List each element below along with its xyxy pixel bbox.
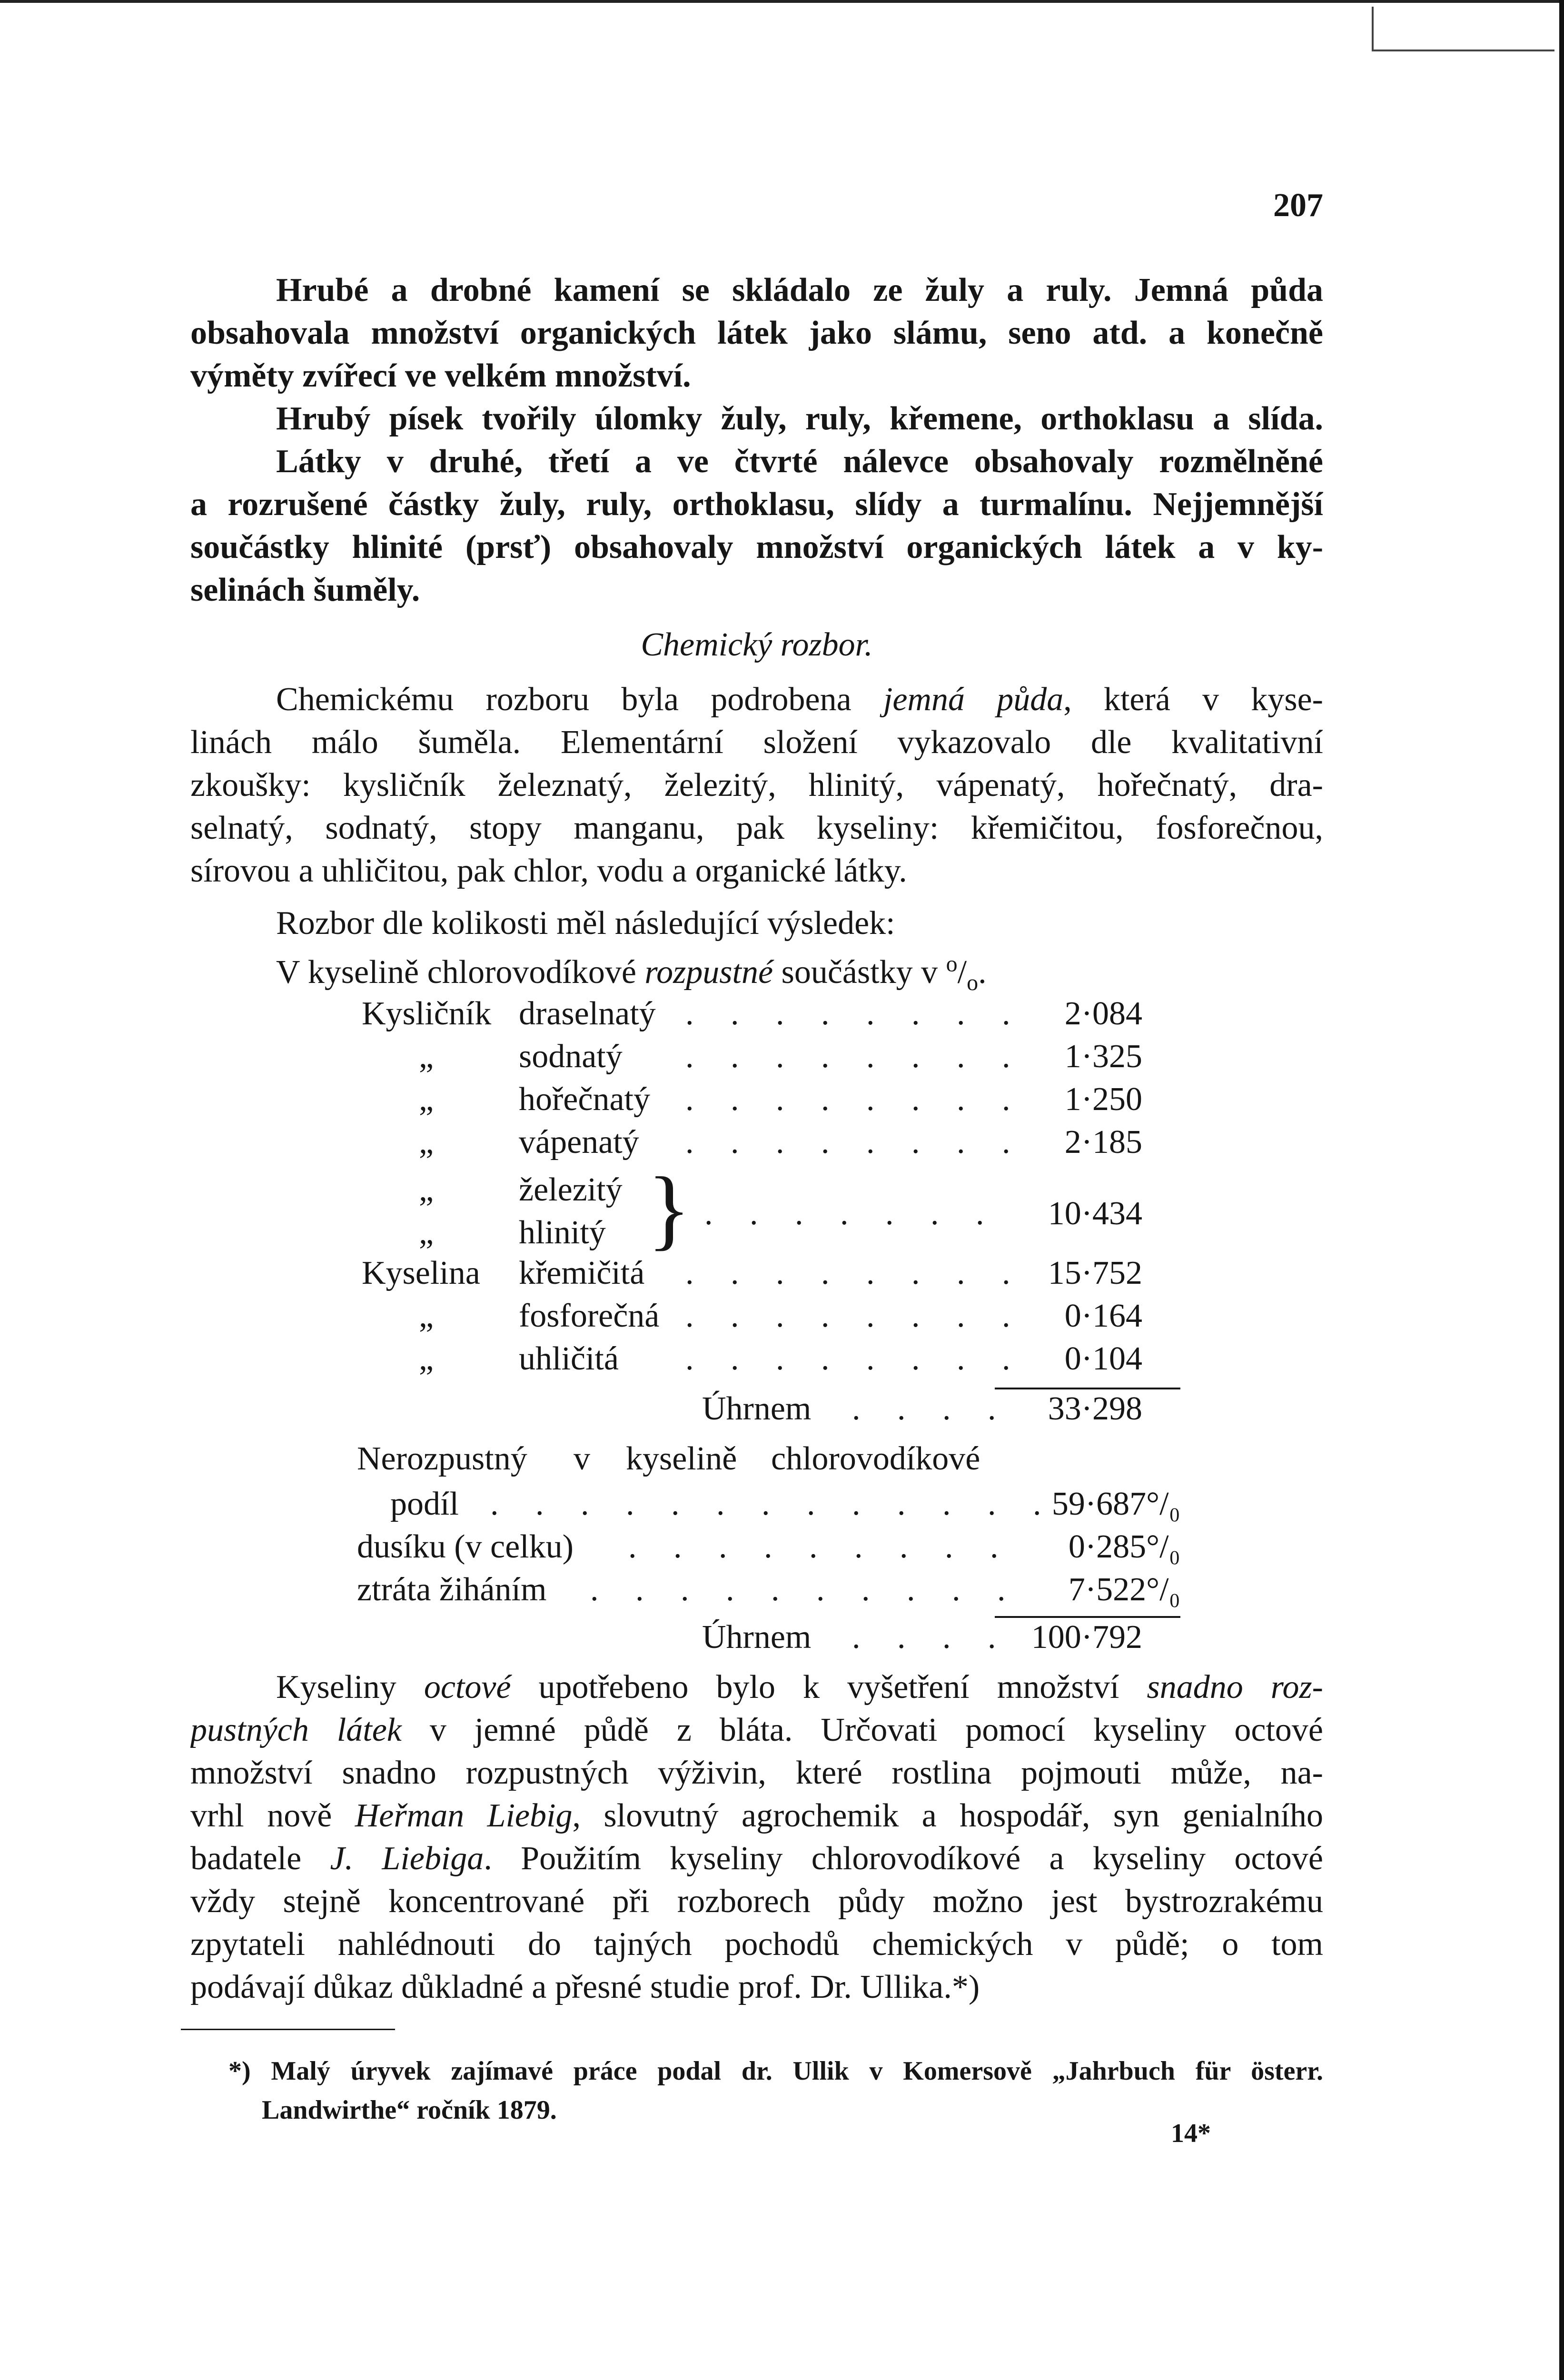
table-row-value: 0·164 xyxy=(1064,1298,1142,1334)
text-line: vždy stejně koncentrované při rozborech půdy možno jest bystrozrakému xyxy=(190,1883,1323,1920)
leader-dots: . . . . . . . . xyxy=(685,1124,1025,1160)
text-line: množství snadno rozpustných výživin, které rostlina pojmouti může, na- xyxy=(190,1755,1323,1791)
table-row-value: 1·325 xyxy=(1064,1038,1142,1075)
paragraph-5 xyxy=(190,951,1323,994)
text-line: součástky hlinité (prsť) obsahovaly množství organických látek a v ky- xyxy=(190,529,1323,565)
total-label: Úhrnem xyxy=(702,1390,812,1427)
table-row-prefix: Kysličník xyxy=(362,995,492,1032)
table-row-value: 1·250 xyxy=(1064,1081,1142,1118)
paragraph-6 xyxy=(190,1666,1323,2009)
table-row-value: 15·752 xyxy=(1048,1255,1142,1291)
table-row-value: 10·434 xyxy=(1048,1195,1142,1232)
paragraph-1 xyxy=(190,269,1323,397)
text-line: selnatý, sodnatý, stopy manganu, pak kyseliny: křemičitou, fosforečnou, xyxy=(190,810,1323,846)
scan-edge-right xyxy=(1559,0,1564,2380)
intro-word: Nerozpustný xyxy=(357,1440,527,1477)
text-line: a rozrušené částky žuly, ruly, orthoklasu, slídy a turmalínu. Nejjemnější xyxy=(190,486,1323,523)
text-line: zkoušky: kysličník železnatý, železitý, hlinitý, vápenatý, hořečnatý, dra- xyxy=(190,767,1323,803)
table-row-value: 7·522°/₀ xyxy=(1068,1571,1180,1608)
text-line: pustných látek v jemné půdě z bláta. Určovati pomocí kyseliny octové xyxy=(190,1712,1323,1748)
paragraph-4 xyxy=(190,902,1323,945)
table-row-prefix: Kyselina xyxy=(362,1255,480,1291)
brace-glyph: } xyxy=(647,1159,691,1259)
table-row-prefix: „ xyxy=(419,1214,434,1251)
table-row-prefix: „ xyxy=(419,1340,434,1377)
paragraph-3 xyxy=(190,678,1323,892)
footnote-line: *) Malý úryvek zajímavé práce podal dr. Ullik v Komersově „Jahrbuch für österr. xyxy=(228,2056,1323,2086)
page-number: 207 xyxy=(1273,187,1323,224)
table-row-value: 0·285°/₀ xyxy=(1068,1528,1180,1565)
signature-mark: 14* xyxy=(1171,2119,1211,2148)
text-line: zpytateli nahlédnouti do tajných pochodů chemických v půdě; o tom xyxy=(190,1926,1323,1963)
footnote-separator xyxy=(181,2029,395,2030)
table-row-label: podíl xyxy=(390,1486,459,1522)
text-line: Kyseliny octové upotřebeno bylo k vyšetření množství snadno roz- xyxy=(276,1669,1323,1706)
footnote-line: Landwirthe“ ročník 1879. xyxy=(262,2095,557,2125)
leader-dots: . . . . . . . . . xyxy=(628,1528,1013,1565)
leader-dots: . . . . . . . . xyxy=(685,995,1025,1032)
text-line: sírovou a uhličitou, pak chlor, vodu a organické látky. xyxy=(190,853,907,889)
table-row-prefix: „ xyxy=(419,1124,434,1160)
table-row-prefix: „ xyxy=(419,1038,434,1075)
table-row-name: sodnatý xyxy=(519,1038,623,1075)
table-row-name: uhličitá xyxy=(519,1340,619,1377)
table-row-label: ztráta žiháním xyxy=(357,1571,547,1608)
text-line: Látky v druhé, třetí a ve čtvrté nálevce obsahovaly rozmělněné xyxy=(276,443,1323,480)
text-line: podávají důkaz důkladné a přesné studie prof. Dr. Ullika.*) xyxy=(190,1969,980,2005)
leader-dots: . . . . . . . xyxy=(704,1195,999,1232)
intro-word: kyselině xyxy=(626,1440,737,1477)
leader-dots: . . . . . . . . xyxy=(685,1298,1025,1334)
paragraph-2 xyxy=(190,397,1323,612)
scan-edge-top xyxy=(0,0,1564,3)
table-row-value: 59·687°/₀ xyxy=(1051,1486,1180,1522)
table-row-name: fosforečná xyxy=(519,1298,660,1334)
table-row-name: draselnatý xyxy=(519,995,656,1032)
leader-dots: . . . . xyxy=(852,1619,1010,1656)
table-row-name: křemičitá xyxy=(519,1255,645,1291)
table-row-prefix: „ xyxy=(419,1171,434,1208)
scan-artifact xyxy=(1372,7,1554,51)
total-value: 33·298 xyxy=(1048,1390,1142,1427)
intro-word: v xyxy=(574,1440,590,1477)
footnote xyxy=(190,2052,1323,2130)
text-line: obsahovala množství organických látek jako slámu, seno atd. a konečně xyxy=(190,315,1323,351)
table-row-value: 2·084 xyxy=(1064,995,1142,1032)
text-line: Hrubý písek tvořily úlomky žuly, ruly, křemene, orthoklasu a slída. xyxy=(276,400,1323,437)
table-row-name: hlinitý xyxy=(519,1214,606,1251)
total-label: Úhrnem xyxy=(702,1619,812,1656)
leader-dots: . . . . . . . . xyxy=(685,1255,1025,1291)
leader-dots: . . . . xyxy=(852,1390,1010,1427)
total-value: 100·792 xyxy=(1031,1619,1142,1656)
table-row-prefix: „ xyxy=(419,1298,434,1334)
section-heading: Chemický rozbor. xyxy=(641,626,873,663)
table-row-name: železitý xyxy=(519,1171,623,1208)
text-line: vrhl nově Heřman Liebig, slovutný agrochemik a hospodář, syn genialního xyxy=(190,1797,1323,1834)
leader-dots: . . . . . . . . . . . . . xyxy=(490,1486,1056,1522)
table-row-name: vápenatý xyxy=(519,1124,639,1160)
table-row-label: dusíku (v celku) xyxy=(357,1528,574,1565)
text-line: badatele J. Liebiga. Použitím kyseliny chlorovodíkové a kyseliny octové xyxy=(190,1840,1323,1877)
text-line: Hrubé a drobné kamení se skládalo ze žuly a ruly. Jemná půda xyxy=(276,272,1323,308)
leader-dots: . . . . . . . . xyxy=(685,1081,1025,1118)
leader-dots: . . . . . . . . xyxy=(685,1038,1025,1075)
text-line: selinách šuměly. xyxy=(190,572,420,608)
text-line: V kyselině chlorovodíkové rozpustné součástky v $^o/_o$. xyxy=(276,951,987,994)
text-line: Rozbor dle kolikosti měl následující výsledek: xyxy=(276,905,895,942)
text-line: linách málo šuměla. Elementární složení vykazovalo dle kvalitativní xyxy=(190,724,1323,761)
table-row-value: 2·185 xyxy=(1064,1124,1142,1160)
leader-dots: . . . . . . . . . . xyxy=(590,1571,1020,1608)
table-row-prefix: „ xyxy=(419,1081,434,1118)
leader-dots: . . . . . . . . xyxy=(685,1340,1025,1377)
text-line: výměty zvířecí ve velkém množství. xyxy=(190,357,691,394)
intro-word: chlorovodíkové xyxy=(771,1440,980,1477)
table-row-value: 0·104 xyxy=(1064,1340,1142,1377)
text-line: Chemickému rozboru byla podrobena jemná půda, která v kyse- xyxy=(276,681,1323,718)
table-row-name: hořečnatý xyxy=(519,1081,650,1118)
